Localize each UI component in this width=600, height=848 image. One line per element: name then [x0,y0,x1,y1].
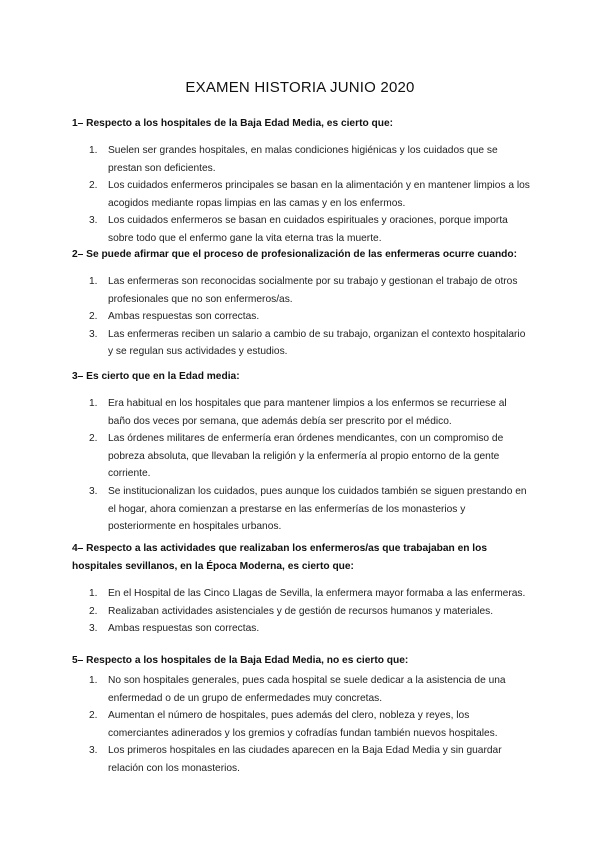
option-text: Suelen ser grandes hospitales, en malas condiciones higiénicas y los cuidados que se prestan son deficientes. [108,145,498,174]
option-number: 1. [89,276,98,287]
option-number: 1. [89,398,98,409]
option-item [72,585,532,603]
question-heading: 3– Es cierto que en la Edad media: [72,371,240,382]
question-1 [72,115,532,248]
option-text: Ambas respuestas son correctas. [108,623,260,635]
question-heading: 4– Respecto a las actividades que realizaban los enfermeros/as que trabajaban en los hospitales sevillanos, en la Época Moderna, es cierto que: [72,543,488,572]
option-number: 2. [89,433,98,445]
options-list [72,395,532,536]
option-item [72,707,532,742]
option-text: Los cuidados enfermeros principales se basan en la alimentación y en mantener limpios a los acogidos mediante ropas limpias en las camas y en los enfermos. [108,180,530,209]
option-text: Las órdenes militares de enfermería eran órdenes mendicantes, con un compromiso de pobreza absoluta, que llevaban la religión y la enfermería al propio entorno de la gente corriente. [108,433,504,480]
option-text: No son hospitales generales, pues cada hospital se suele dedicar a la asistencia de una enfermedad o de un grupo de enfermedades muy concretas. [108,675,506,704]
options-list [72,273,532,361]
option-number: 3. [89,328,98,340]
option-number: 3. [89,745,98,757]
option-text: Era habitual en los hospitales que para mantener limpios a los enfermos se recurriese al baño dos veces por semana, que además debía ser prescrito por el médico. [108,398,507,427]
option-item [72,308,532,326]
option-item [72,142,532,177]
option-text: Los primeros hospitales en las ciudades aparecen en la Baja Edad Media y sin guardar relación con los monasterios. [108,745,502,774]
option-item [72,212,532,247]
option-number: 1. [89,675,98,686]
option-text: Las enfermeras son reconocidas socialmente por su trabajo y gestionan el trabajo de otros profesionales que no son enfermeros/as. [108,276,518,305]
option-item [72,483,532,536]
option-text: Ambas respuestas son correctas. [108,311,260,323]
question-heading: 5– Respecto a los hospitales de la Baja Edad Media, no es cierto que: [72,655,409,666]
option-text: Se institucionalizan los cuidados, pues aunque los cuidados también se siguen prestando en el hogar, ahora comienzan a prestarse en las enfermerías de los monasterios y posteriormente en hospitales urbanos. [108,485,527,533]
question-3 [72,368,532,536]
exam-title: EXAMEN HISTORIA JUNIO 2020 [185,79,415,96]
option-item [72,273,532,308]
question-5 [72,652,532,778]
option-number: 2. [89,180,98,192]
options-list [72,585,532,638]
option-number: 2. [89,605,98,617]
option-number: 3. [89,485,98,497]
question-4 [72,540,532,638]
question-2 [72,246,532,361]
option-item [72,672,532,707]
option-text: Aumentan el número de hospitales, pues además del clero, nobleza y reyes, los comerciantes adinerados y los gremios y cofradías fundan también nuevos hospitales. [108,710,498,739]
option-item [72,742,532,777]
option-item [72,177,532,212]
option-text: Las enfermeras reciben un salario a cambio de su trabajo, organizan el contexto hospitalario y se regulan sus actividades y estudios. [108,328,526,358]
option-item [72,620,532,638]
option-number: 2. [89,311,98,323]
option-number: 2. [89,710,98,722]
question-heading: 2– Se puede afirmar que el proceso de profesionalización de las enfermeras ocurre cuando: [72,249,518,260]
question-heading: 1– Respecto a los hospitales de la Baja Edad Media, es cierto que: [72,118,394,129]
option-text: Los cuidados enfermeros se basan en cuidados espirituales y oraciones, porque importa sobre todo que el enfermo gane la vita eterna tras la muerte. [108,215,508,244]
option-number: 3. [89,623,98,635]
option-text: En el Hospital de las Cinco Llagas de Sevilla, la enfermera mayor formaba a las enfermeras. [108,588,526,599]
option-number: 1. [89,145,98,156]
option-number: 3. [89,215,98,227]
option-text: Realizaban actividades asistenciales y de gestión de recursos humanos y materiales. [108,605,494,617]
option-number: 1. [89,588,98,599]
options-list [72,672,532,778]
option-item [72,395,532,430]
options-list [72,142,532,248]
option-item [72,430,532,483]
option-item [72,603,532,621]
option-item [72,326,532,361]
